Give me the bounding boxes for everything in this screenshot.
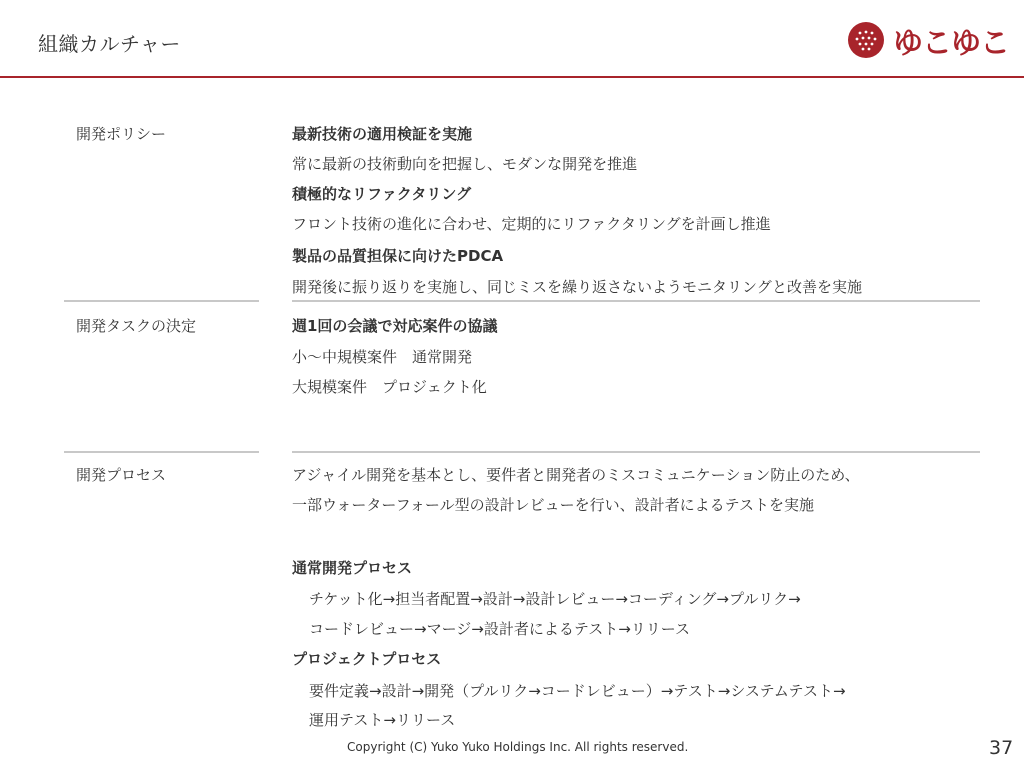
section-line: 要件定義→設計→開発（プルリク→コードレビュー）→テスト→システムテスト→ [309, 682, 846, 700]
company-logo [847, 18, 1009, 62]
logo-text: ゆこゆこ [893, 26, 1009, 61]
section-line: コードレビュー→マージ→設計者によるテスト→リリース [309, 620, 691, 638]
section-label-task-decision: 開発タスクの決定 [76, 317, 197, 335]
section-line: フロント技術の進化に合わせ、定期的にリファクタリングを計画し推進 [292, 215, 771, 233]
section-divider [64, 451, 259, 453]
section-line: 小～中規模案件 通常開発 [292, 348, 473, 366]
section-line: プロジェクトプロセス [292, 650, 442, 668]
logo-mark-icon [847, 21, 885, 59]
section-line: 常に最新の技術動向を把握し、モダンな開発を推進 [292, 155, 638, 173]
section-divider [64, 300, 259, 302]
section-divider [292, 300, 980, 302]
copyright-notice: Copyright (C) Yuko Yuko Holdings Inc. All rights reserved. [347, 740, 689, 754]
slide-title: 組織カルチャー [38, 32, 181, 56]
section-line: アジャイル開発を基本とし、要件者と開発者のミスコミュニケーション防止のため、 [292, 466, 860, 484]
section-line: 積極的なリファクタリング [292, 185, 472, 203]
section-divider [292, 451, 980, 453]
section-line: 製品の品質担保に向けたPDCA [292, 247, 504, 265]
header-divider [0, 76, 1024, 78]
section-line: 週1回の会議で対応案件の協議 [292, 317, 498, 335]
section-label-dev-policy: 開発ポリシー [76, 125, 167, 143]
section-line: 最新技術の適用検証を実施 [292, 125, 473, 143]
section-line: 開発後に振り返りを実施し、同じミスを繰り返さないようモニタリングと改善を実施 [292, 278, 863, 296]
section-line: 運用テスト→リリース [309, 711, 456, 729]
page-number: 37 [989, 737, 1014, 759]
section-line: 一部ウォーターフォール型の設計レビューを行い、設計者によるテストを実施 [292, 496, 815, 514]
section-line: 大規模案件 プロジェクト化 [292, 378, 487, 396]
section-line: チケット化→担当者配置→設計→設計レビュー→コーディング→プルリク→ [309, 590, 801, 608]
section-label-dev-process: 開発プロセス [76, 466, 167, 484]
section-line: 通常開発プロセス [292, 559, 413, 577]
